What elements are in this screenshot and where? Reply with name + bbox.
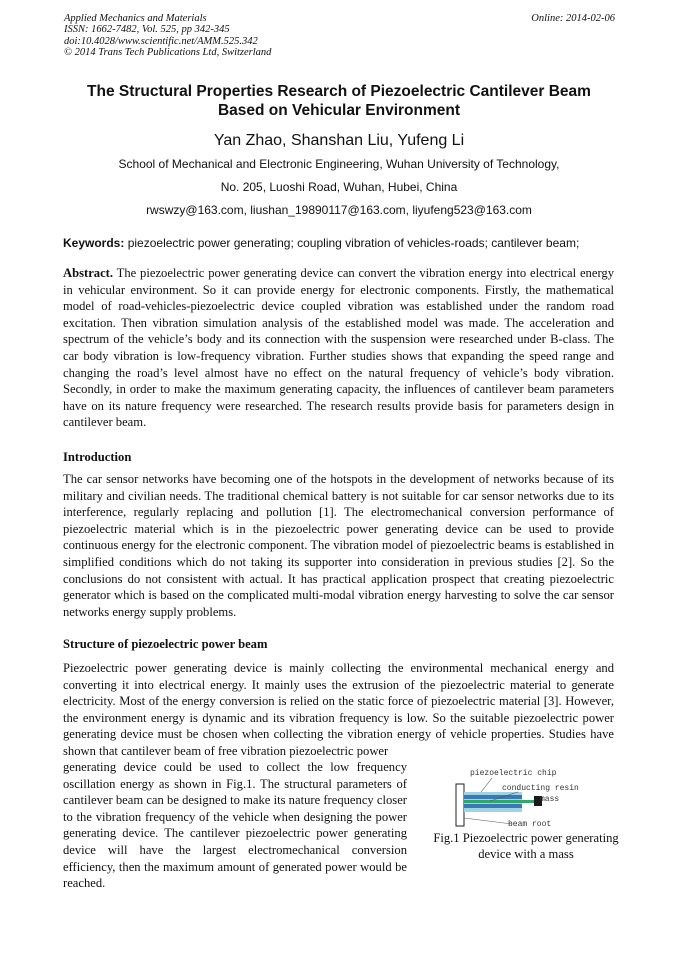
doi-line[interactable]: doi:10.4028/www.scientific.net/AMM.525.342 <box>64 35 258 47</box>
paper-title <box>60 82 618 120</box>
abstract-text: The piezoelectric power generating device can convert the vibration energy into electrical energy in vehicular environment. So it can provide energy for electronic components. Firstly, the mathematical model of road-vehicles-piezoelectric device coupled vibration was established under the random road excitation. Then vibration simulation analysis of the established model was made. The acceleration and spectrum of the vehicle’s body and its connection with the suspension were researched under B-class. The car body vibration is low-frequency vibration. Further studies shows that expanding the speed range and changing the road’s level almost have no effect on the natural frequency of vehicle’s body vibration. Secondly, in order to make the maximum generating capacity, the influences of cantilever beam parameters have on its nature frequency were researched. The research results provide basis for parameters design in cantilever beam. <box>63 266 615 430</box>
label-mass: mass <box>540 795 560 804</box>
copyright-line: © 2014 Trans Tech Publications Ltd, Switzerland <box>64 46 272 58</box>
structure-body-continued: generating device could be used to collect the low frequency oscillation energy as shown in Fig.1. The structural parameters of cantilever beam can be designed to make its nature frequency closer to the vibration frequency of the vehicle when designing the power generating device. The cantilever piezoelectric power generating device will have the largest electromechanical conversion efficiency, then the maximum amount of generated power would be reached. <box>63 760 407 891</box>
abstract-label: Abstract. <box>63 266 114 280</box>
title-line-1: The Structural Properties Research of Piezoelectric Cantilever Beam <box>87 83 591 100</box>
structure-body: Piezoelectric power generating device is mainly collecting the environmental mechanical energy and converting it into electrical energy. It mainly uses the extrusion of the piezoelectric material to generate electricity. Most of the energy conversion is relied on the static force of piezoelectric material [3]. However, the environment energy is dynamic and its vibration frequency is low. So the suitable piezoelectric power generating device must be chosen when collecting the vibration energy of vehicle properties. Studies have shown that cantilever beam of free vibration piezoelectric power <box>63 661 614 758</box>
label-beam-root: beam root <box>508 820 552 829</box>
abstract <box>63 265 614 431</box>
conducting-resin-layer <box>464 800 524 803</box>
affiliation-line-2: No. 205, Luoshi Road, Wuhan, Hubei, China <box>220 180 458 194</box>
piezoelectric-chip-layer-lower <box>464 804 522 808</box>
journal-name: Applied Mechanics and Materials <box>64 13 207 24</box>
label-conducting-resin: conducting resin <box>502 784 579 793</box>
piezoelectric-chip-layer <box>464 795 522 799</box>
label-piezoelectric-chip: piezoelectric chip <box>470 769 557 778</box>
figure-1-diagram <box>430 762 622 892</box>
author-emails[interactable]: rwswzy@163.com, liushan_19890117@163.com, liyufeng523@163.com <box>146 203 532 217</box>
introduction-body: The car sensor networks have becoming one of the hotspots in the development of networks because of its military and civilian needs. The traditional chemical battery is not suitable for car sensor networks due to its interference, regularly replacing and pollution [1]. The electromechanical conversion performance of piezoelectric material which is in the piezoelectric power generating device can be used to provide continuous energy for the electronic component. The vibration model of piezoelectric beams is established in simplified conditions which do not taking its supporter into consideration in previous studies [2]. So the conclusions do not consistent with actual. It has practical application prospect that creating piezoelectric generator which is based on the complicated multi-modal vibration energy harvesting to solve the car sensor networks energy supply problems. <box>63 472 614 619</box>
title-line-2: Based on Vehicular Environment <box>217 102 461 119</box>
introduction-heading: Introduction <box>63 450 132 464</box>
keywords-text: piezoelectric power generating; coupling vibration of vehicles-roads; cantilever beam; <box>127 236 580 250</box>
beam-tip <box>522 800 534 803</box>
figure-1-caption: Fig.1 Piezoelectric power generating device with a mass <box>433 831 619 861</box>
authors: Yan Zhao, Shanshan Liu, Yufeng Li <box>213 132 465 149</box>
keywords <box>63 236 623 250</box>
issn-line: ISSN: 1662-7482, Vol. 525, pp 342-345 <box>64 24 230 36</box>
affiliation-line-1: School of Mechanical and Electronic Engineering, Wuhan University of Technology, <box>118 157 560 171</box>
online-date: Online: 2014-02-06 <box>531 13 615 24</box>
structure-heading: Structure of piezoelectric power beam <box>63 637 268 651</box>
keywords-label: Keywords: <box>63 236 125 250</box>
root-leader-line <box>464 818 512 824</box>
beam-root-block <box>456 784 464 826</box>
journal-header <box>64 13 271 58</box>
